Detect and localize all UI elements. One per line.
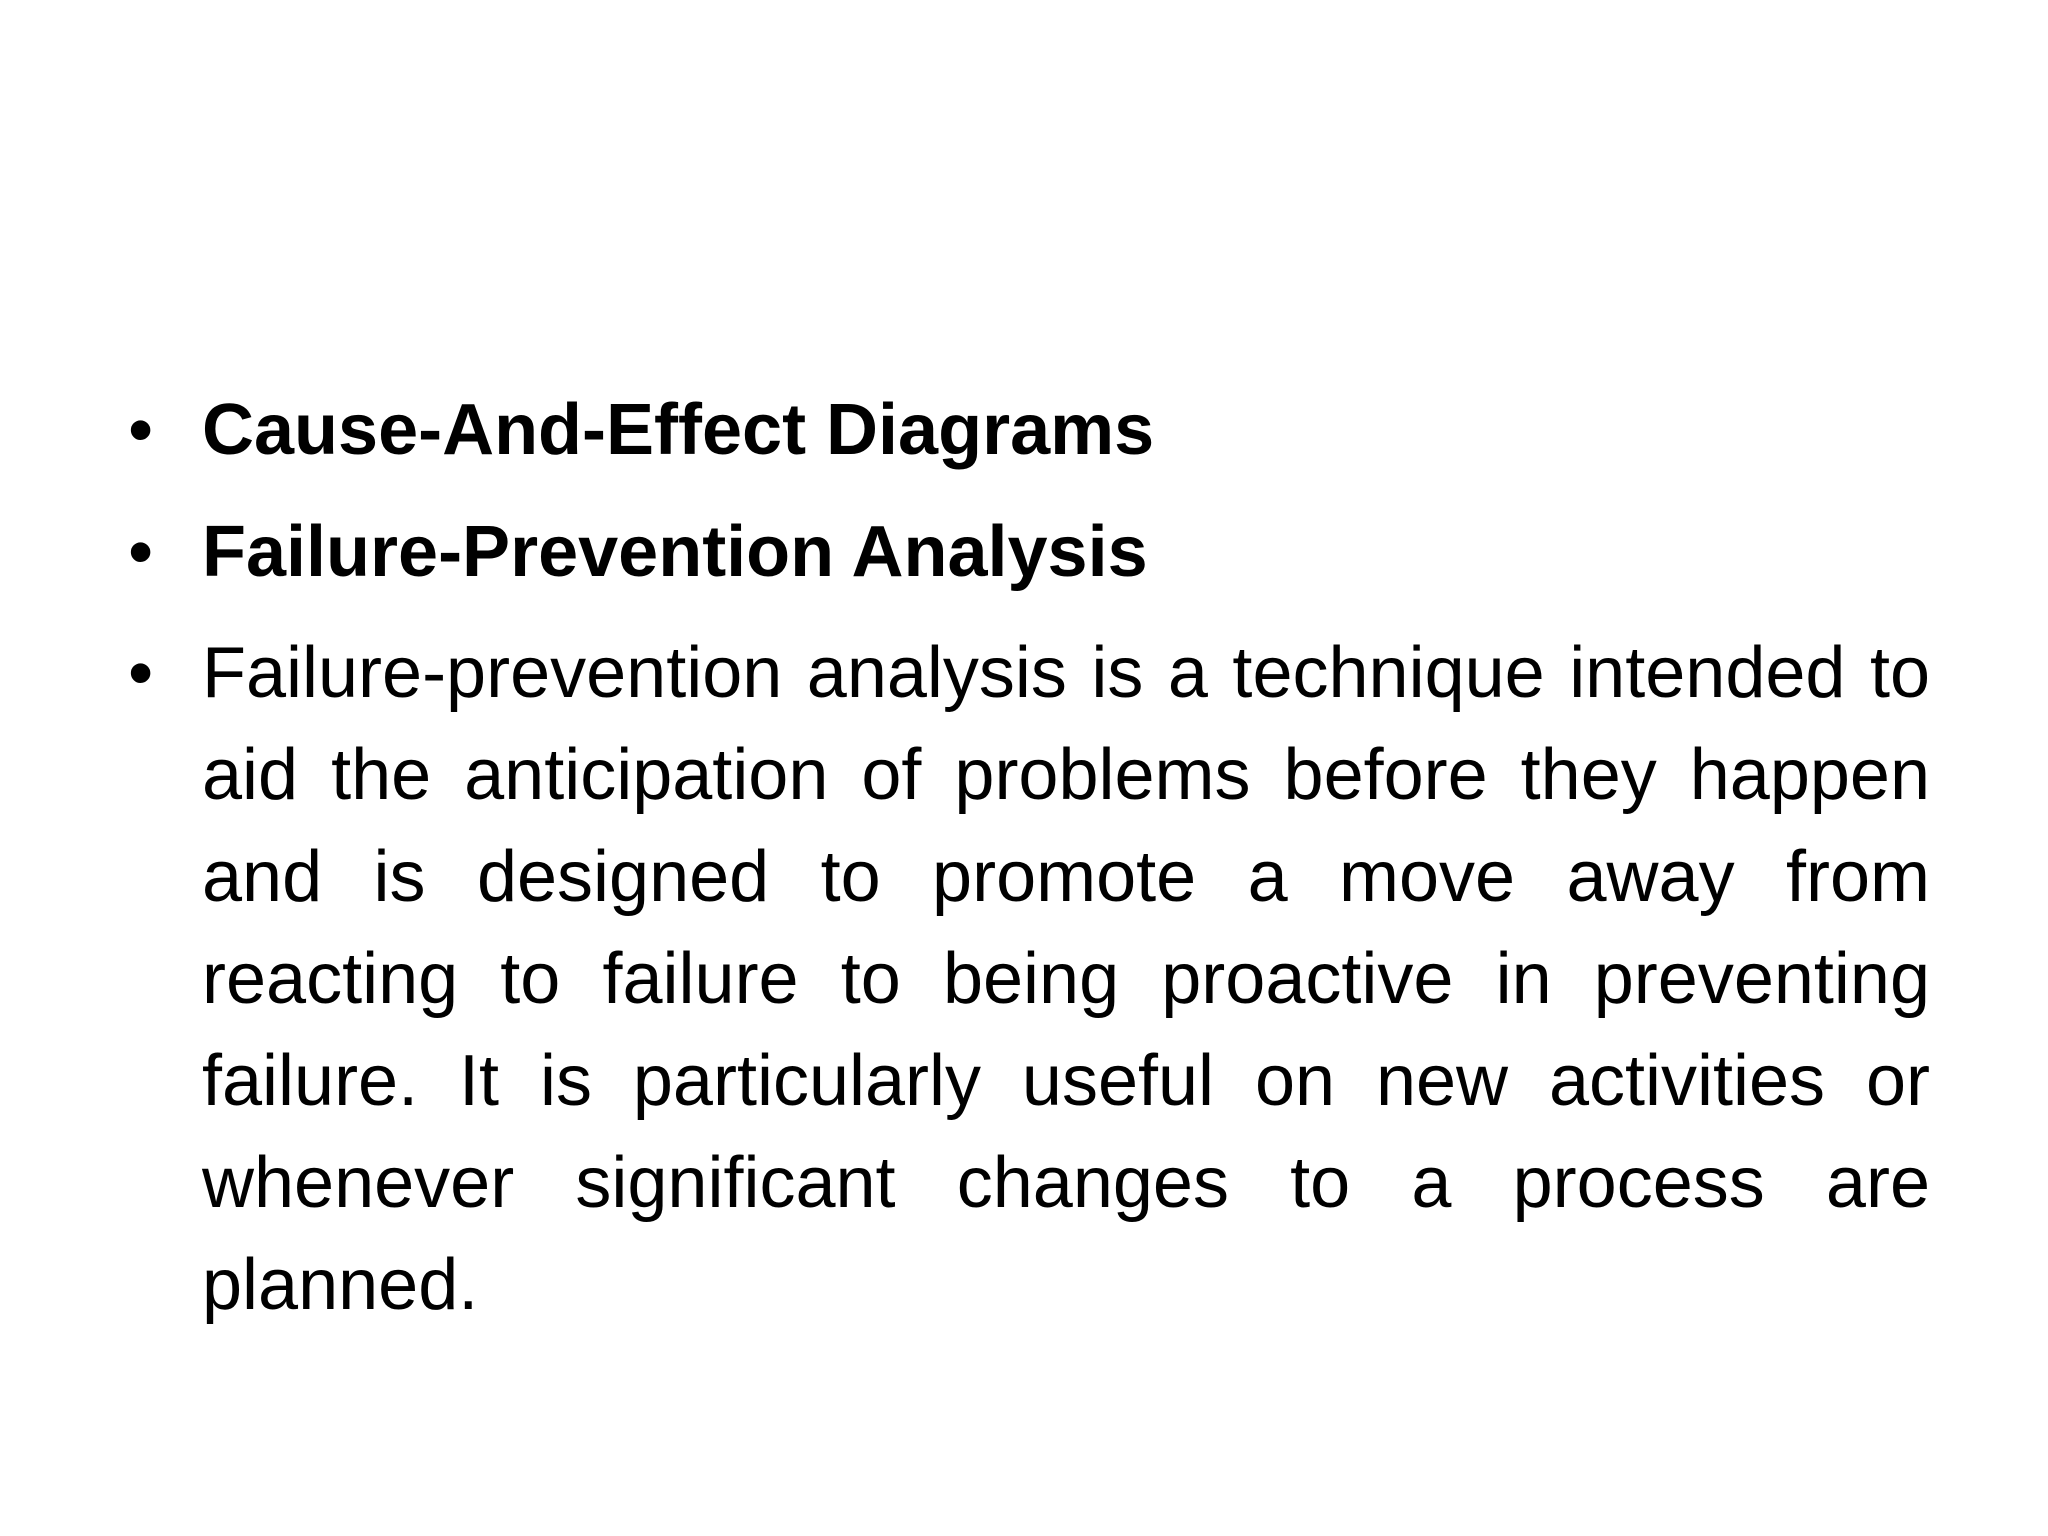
bullet-marker: • (128, 633, 154, 713)
bullet-paragraph: Failure-prevention analysis is a technique intended to aid the anticipation of problems before they happen and is designed to promote a move away from reacting to failure to being proactive in preventing failure. It is particularly useful on new activities or whenever significant changes to a process are planned. (202, 633, 1930, 1325)
bullet-list (120, 378, 1930, 1356)
bullet-text: Failure-Prevention Analysis (202, 512, 1148, 592)
bullet-marker: • (128, 390, 154, 470)
bullet-item-description (120, 622, 1930, 1336)
bullet-marker: • (128, 512, 154, 592)
bullet-text: Cause-And-Effect Diagrams (202, 390, 1155, 470)
bullet-item-failure-prevention (120, 500, 1930, 604)
bullet-item-cause-and-effect (120, 378, 1930, 482)
